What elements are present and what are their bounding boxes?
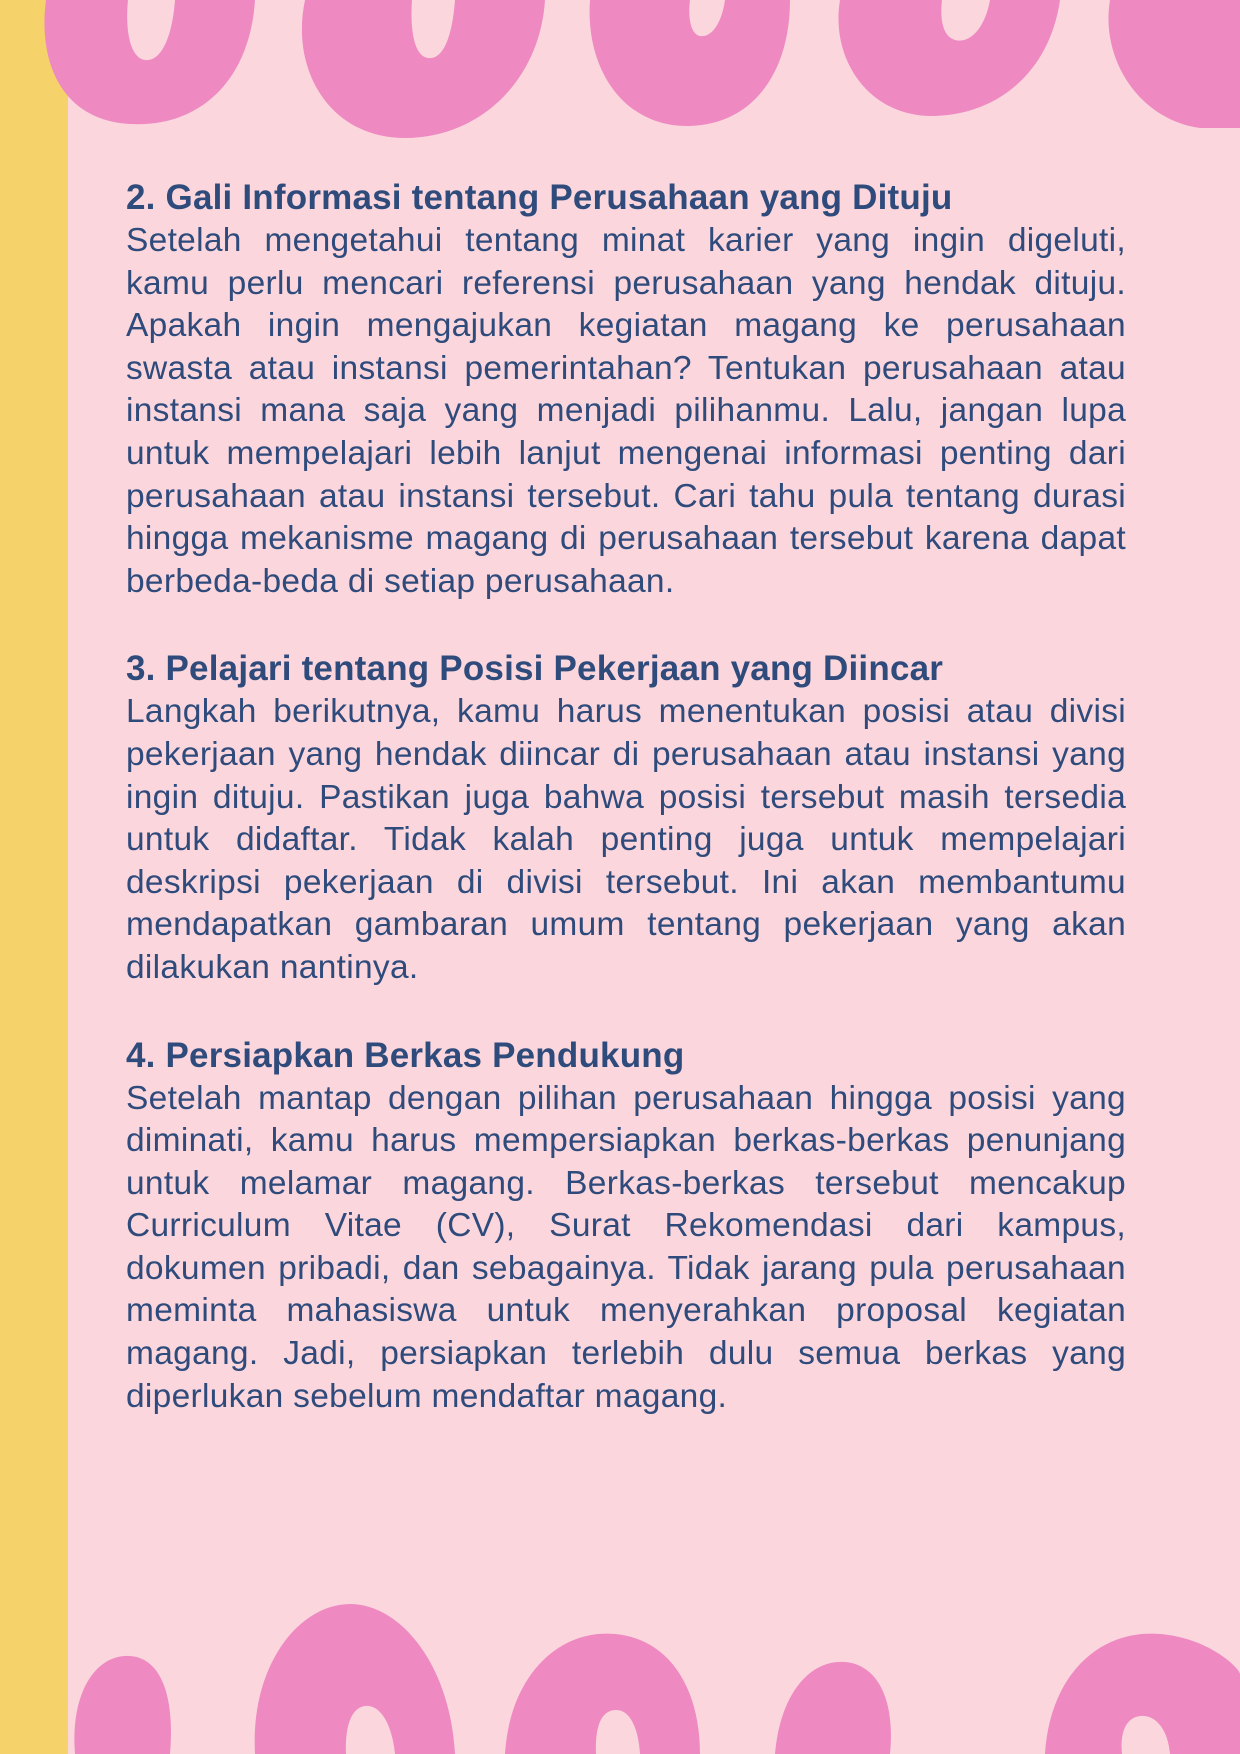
section-supporting-documents — [126, 1034, 1126, 1419]
top-blob-pattern — [0, 0, 1240, 180]
section-heading: 4. Persiapkan Berkas Pendukung — [126, 1035, 685, 1075]
bottom-decorative-shapes — [0, 1574, 1240, 1754]
top-decorative-shapes — [0, 0, 1240, 180]
section-heading: 2. Gali Informasi tentang Perusahaan yang Dituju — [126, 178, 953, 217]
article-content — [126, 176, 1126, 1462]
section-body: Setelah mengetahui tentang minat karier yang ingin digeluti, kamu perlu mencari referensi perusahaan yang hendak dituju. Apakah ingin mengajukan kegiatan magang ke perusahaan swasta atau instansi pemerintahan? Tentukan perusahaan atau instansi mana saja yang menjadi pilihanmu. Lalu, jangan lupa untuk mempelajari lebih lanjut mengenai informasi penting dari perusahaan atau instansi tersebut. Cari tahu pula tentang durasi hingga mekanisme magang di perusahaan tersebut karena dapat berbeda-beda di setiap perusahaan. — [126, 222, 1126, 600]
section-job-position — [126, 647, 1126, 989]
section-body: Setelah mantap dengan pilihan perusahaan hingga posisi yang diminati, kamu harus mempersiapkan berkas-berkas penunjang untuk melamar magang. Berkas-berkas tersebut mencakup Curriculum Vitae (CV), Surat Rekomendasi dari kampus, dokumen pribadi, dan sebagainya. Tidak jarang pula perusahaan meminta mahasiswa untuk menyerahkan proposal kegiatan magang. Jadi, persiapkan terlebih dulu semua berkas yang diperlukan sebelum mendaftar magang. — [126, 1079, 1126, 1415]
bottom-blob-pattern — [0, 1574, 1240, 1754]
section-body: Langkah berikutnya, kamu harus menentukan posisi atau divisi pekerjaan yang hendak diincar di perusahaan atau instansi yang ingin dituju. Pastikan juga bahwa posisi tersebut masih tersedia untuk didaftar. Tidak kalah penting juga untuk mempelajari deskripsi pekerjaan di divisi tersebut. Ini akan membantumu mendapatkan gambaran umum tentang pekerjaan yang akan dilakukan nantinya. — [126, 693, 1126, 986]
section-company-info — [126, 176, 1126, 603]
section-heading: 3. Pelajari tentang Posisi Pekerjaan yang Diincar — [126, 649, 944, 689]
left-accent-stripe — [0, 0, 68, 1754]
